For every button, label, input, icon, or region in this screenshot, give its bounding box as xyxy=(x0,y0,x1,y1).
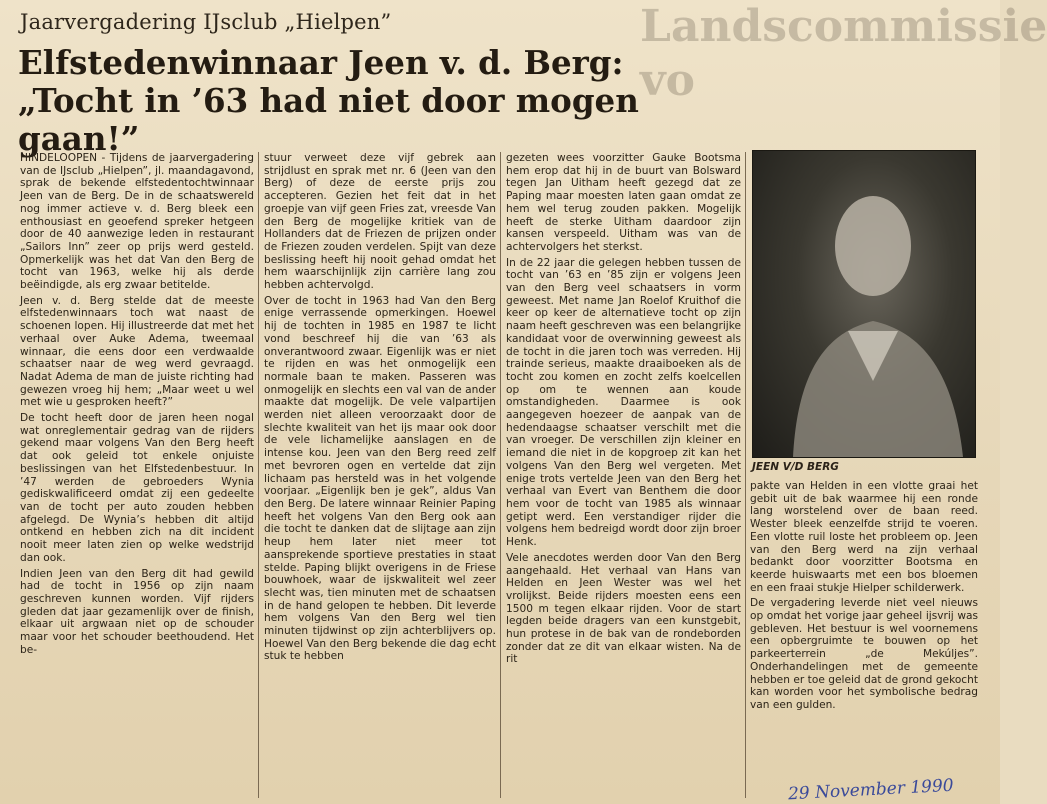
article-column-2 xyxy=(264,152,496,798)
paragraph: De tocht heeft door de jaren heen nogal wat onreglementair gedrag van de rijders gekend maar volgens Van den Berg heeft dat ook geleid tot enkele onjuiste beslissingen van het Elfstedenbestuur. In ’47 werden de gebroeders Wynia gediskwalificeerd omdat zij een gedeelte van de tocht per auto zouden hebben afgelegd. De Wynia’s hebben dit altijd ontkend en hebben zich na dit incident nooit meer laten zien op welke wedstrijd dan ook. xyxy=(20,412,254,564)
paragraph: Vele anecdotes werden door Van den Berg aangehaald. Het verhaal van Hans van Helden en Jeen Wester was wel het vrolijkst. Beide rijders moesten eens een 1500 m tegen elkaar rijden. Voor de start legden beide dragers van een kunstgebit, hun protese in de bak van de rondeborden zonder dat ze dit van elkaar wisten. Na de rit xyxy=(506,551,741,666)
column-divider xyxy=(258,152,259,798)
column-divider xyxy=(500,152,501,798)
paragraph: Jeen v. d. Berg stelde dat de meeste elfstedenwinnaars toch wat naast de schoenen lopen. Hij illustreerde dat met het verhaal over Auke Adema, tweemaal winnaar, die eens door een verdwaalde schaatser naar de weg werd gevraagd. Nadat Adema de man de juiste richting had gewezen vroeg hij hem; „Maar weet u wel met wie u gesproken heeft?” xyxy=(20,294,254,409)
article-column-4 xyxy=(750,480,978,798)
portrait-silhouette xyxy=(753,151,975,457)
portrait-photo xyxy=(752,150,976,458)
paragraph: De vergadering leverde niet veel nieuws op omdat het vorige jaar geheel ijsvrij was gebleven. Het bestuur is wel voornemens een opbergruimte te bouwen op het parkeerterrein „de Mekúljes”. Onderhandelingen met de gemeente hebben er toe geleid dat de grond gekocht kan worden voor het symbolische bedrag van een gulden. xyxy=(750,597,978,711)
photo-caption: JEEN V/D BERG xyxy=(752,461,839,473)
paragraph: gezeten wees voorzitter Gauke Bootsma hem erop dat hij in de buurt van Bolsward tegen Jan Uitham heeft gezegd dat ze Paping maar moesten laten gaan omdat ze hem wel terug zouden pakken. Mogelijk heeft de sterke Uitham daardoor zijn kansen verspeeld. Uitham was van de achtervolgers het sterkst. xyxy=(506,152,741,253)
paragraph: stuur verweet deze vijf gebrek aan strijdlust en sprak met nr. 6 (Jeen van den Berg) of deze de eerste prijs zou accepteren. Gezien het feit dat in het groepje van vijf geen Fries zat, vreesde Van den Berg de mogelijke kritiek van de Hollanders dat de Friezen de prijzen onder de Friezen zouden verdelen. Spijt van deze beslissing heeft hij nooit gehad omdat het hem waarschijnlijk zijn carrière lang zou hebben achtervolgd. xyxy=(264,152,496,292)
paragraph: Indien Jeen van den Berg dit had gewild had de tocht in 1956 op zijn naam geschreven kunnen worden. Vijf rijders gleden dat jaar gezamenlijk over de finish, elkaar uit argwaan niet op de schouder maar voor het schouder beethoudend. Het be- xyxy=(20,567,254,656)
paragraph: Over de tocht in 1963 had Van den Berg enige verrassende opmerkingen. Hoewel hij de tochten in 1985 en 1987 te licht vond beschreef hij die van ’63 als onverantwoord zwaar. Eigenlijk was er niet te rijden en was het onmogelijk een normale baan te maken. Passeren was onmogelijk en slechts een val van de ander maakte dat mogelijk. De vele valpartijen werden niet alleen veroorzaakt door de slechte kwaliteit van het ijs maar ook door de vele lichamelijke aanslagen en de intense kou. Jeen van den Berg reed zelf met bevroren ogen en vertelde dat zijn lichaam pas hersteld was in het volgende voorjaar. „Eigenlijk ben je gek”, aldus Van den Berg. De latere winnaar Reinier Paping heeft het volgens Van den Berg ook aan die tocht te danken dat de slijtage aan zijn heup hem later niet meer tot aansprekende sportieve prestaties in staat stelde. Paping blijkt overigens in de Friese bouwhoek, waar de ijskwaliteit wel zeer slecht was, tien minuten met de schaatsen in de hand gelopen te hebben. Dit leverde hem volgens Van den Berg wel tien minuten tijdwinst op zijn achterblijvers op. Hoewel Van den Berg bekende die dag echt stuk te hebben xyxy=(264,294,496,663)
paragraph: In de 22 jaar die gelegen hebben tussen de tocht van ’63 en ’85 zijn er volgens Jeen van den Berg veel schaatsers in vorm geweest. Met name Jan Roelof Kruithof die keer op keer de alternatieve tocht op zijn naam heeft geschreven was een belangrijke kandidaat voor de overwinning geweest als de tocht in die jaren toch was verreden. Hij traindе serieus, maakte draaiboeken als de tocht zou komen en zocht zelfs koelcellen op om te wennen aan koude omstandigheden. Daarmee is ook aangegeven hoezeer de aanpak van de hedendaagse schaatser verschilt met die van vroeger. De verschillen zijn kleiner en iemand die niet in de kopgroep zit kan het volgens Van den Berg wel vergeten. Met enige trots vertelde Jeen van den Berg het verhaal van Evert van Benthem die door hem voor de tocht van 1985 als winnaar getipt werd. Een verstandiger rijder die volgens hem bedreigd wordt door zijn broer Henk. xyxy=(506,256,741,549)
article-column-1 xyxy=(20,152,254,798)
article-kicker: Jaarvergadering IJsclub „Hielpen” xyxy=(20,10,392,34)
paragraph: pakte van Helden in een vlotte graai het gebit uit de bak waarmee hij een ronde lang worstelend over de baan reed. Wester bleek eenzelfde strijd te voeren. Een vlotte ruil loste het probleem op. Jeen van den Berg werd na zijn verhaal bedankt door voorzitter Bootsma en keerde huiswaarts met een bos bloemen en een fraai stukje Hielper schilderwerk. xyxy=(750,480,978,594)
column-divider xyxy=(745,152,746,798)
article-headline: Elfstedenwinnaar Jeen v. d. Berg: „Tocht in ’63 had niet door mogen gaan!” xyxy=(18,43,639,158)
paragraph: HINDELOOPEN - Tijdens de jaarvergadering van de IJsclub „Hielpen”, jl. maandagavond, sprak de bekende elfstedentochtwinnaar Jeen van de Berg. De in de schaatswereld nog immer actieve v. d. Berg bleek een enthousiast en geoefend spreker hetgeen door de 40 aanwezige leden in restaurant „Sailors Inn” zeer op prijs werd gesteld. Opmerkelijk was het dat Van den Berg de tocht van 1963, welke hij als derde beëindigde, als erg zwaar betitelde. xyxy=(20,152,254,292)
article-column-3 xyxy=(506,152,741,798)
handwritten-date: 29 November 1990 xyxy=(787,775,955,804)
bleed-text: Landscommissie vo xyxy=(640,1,1047,106)
